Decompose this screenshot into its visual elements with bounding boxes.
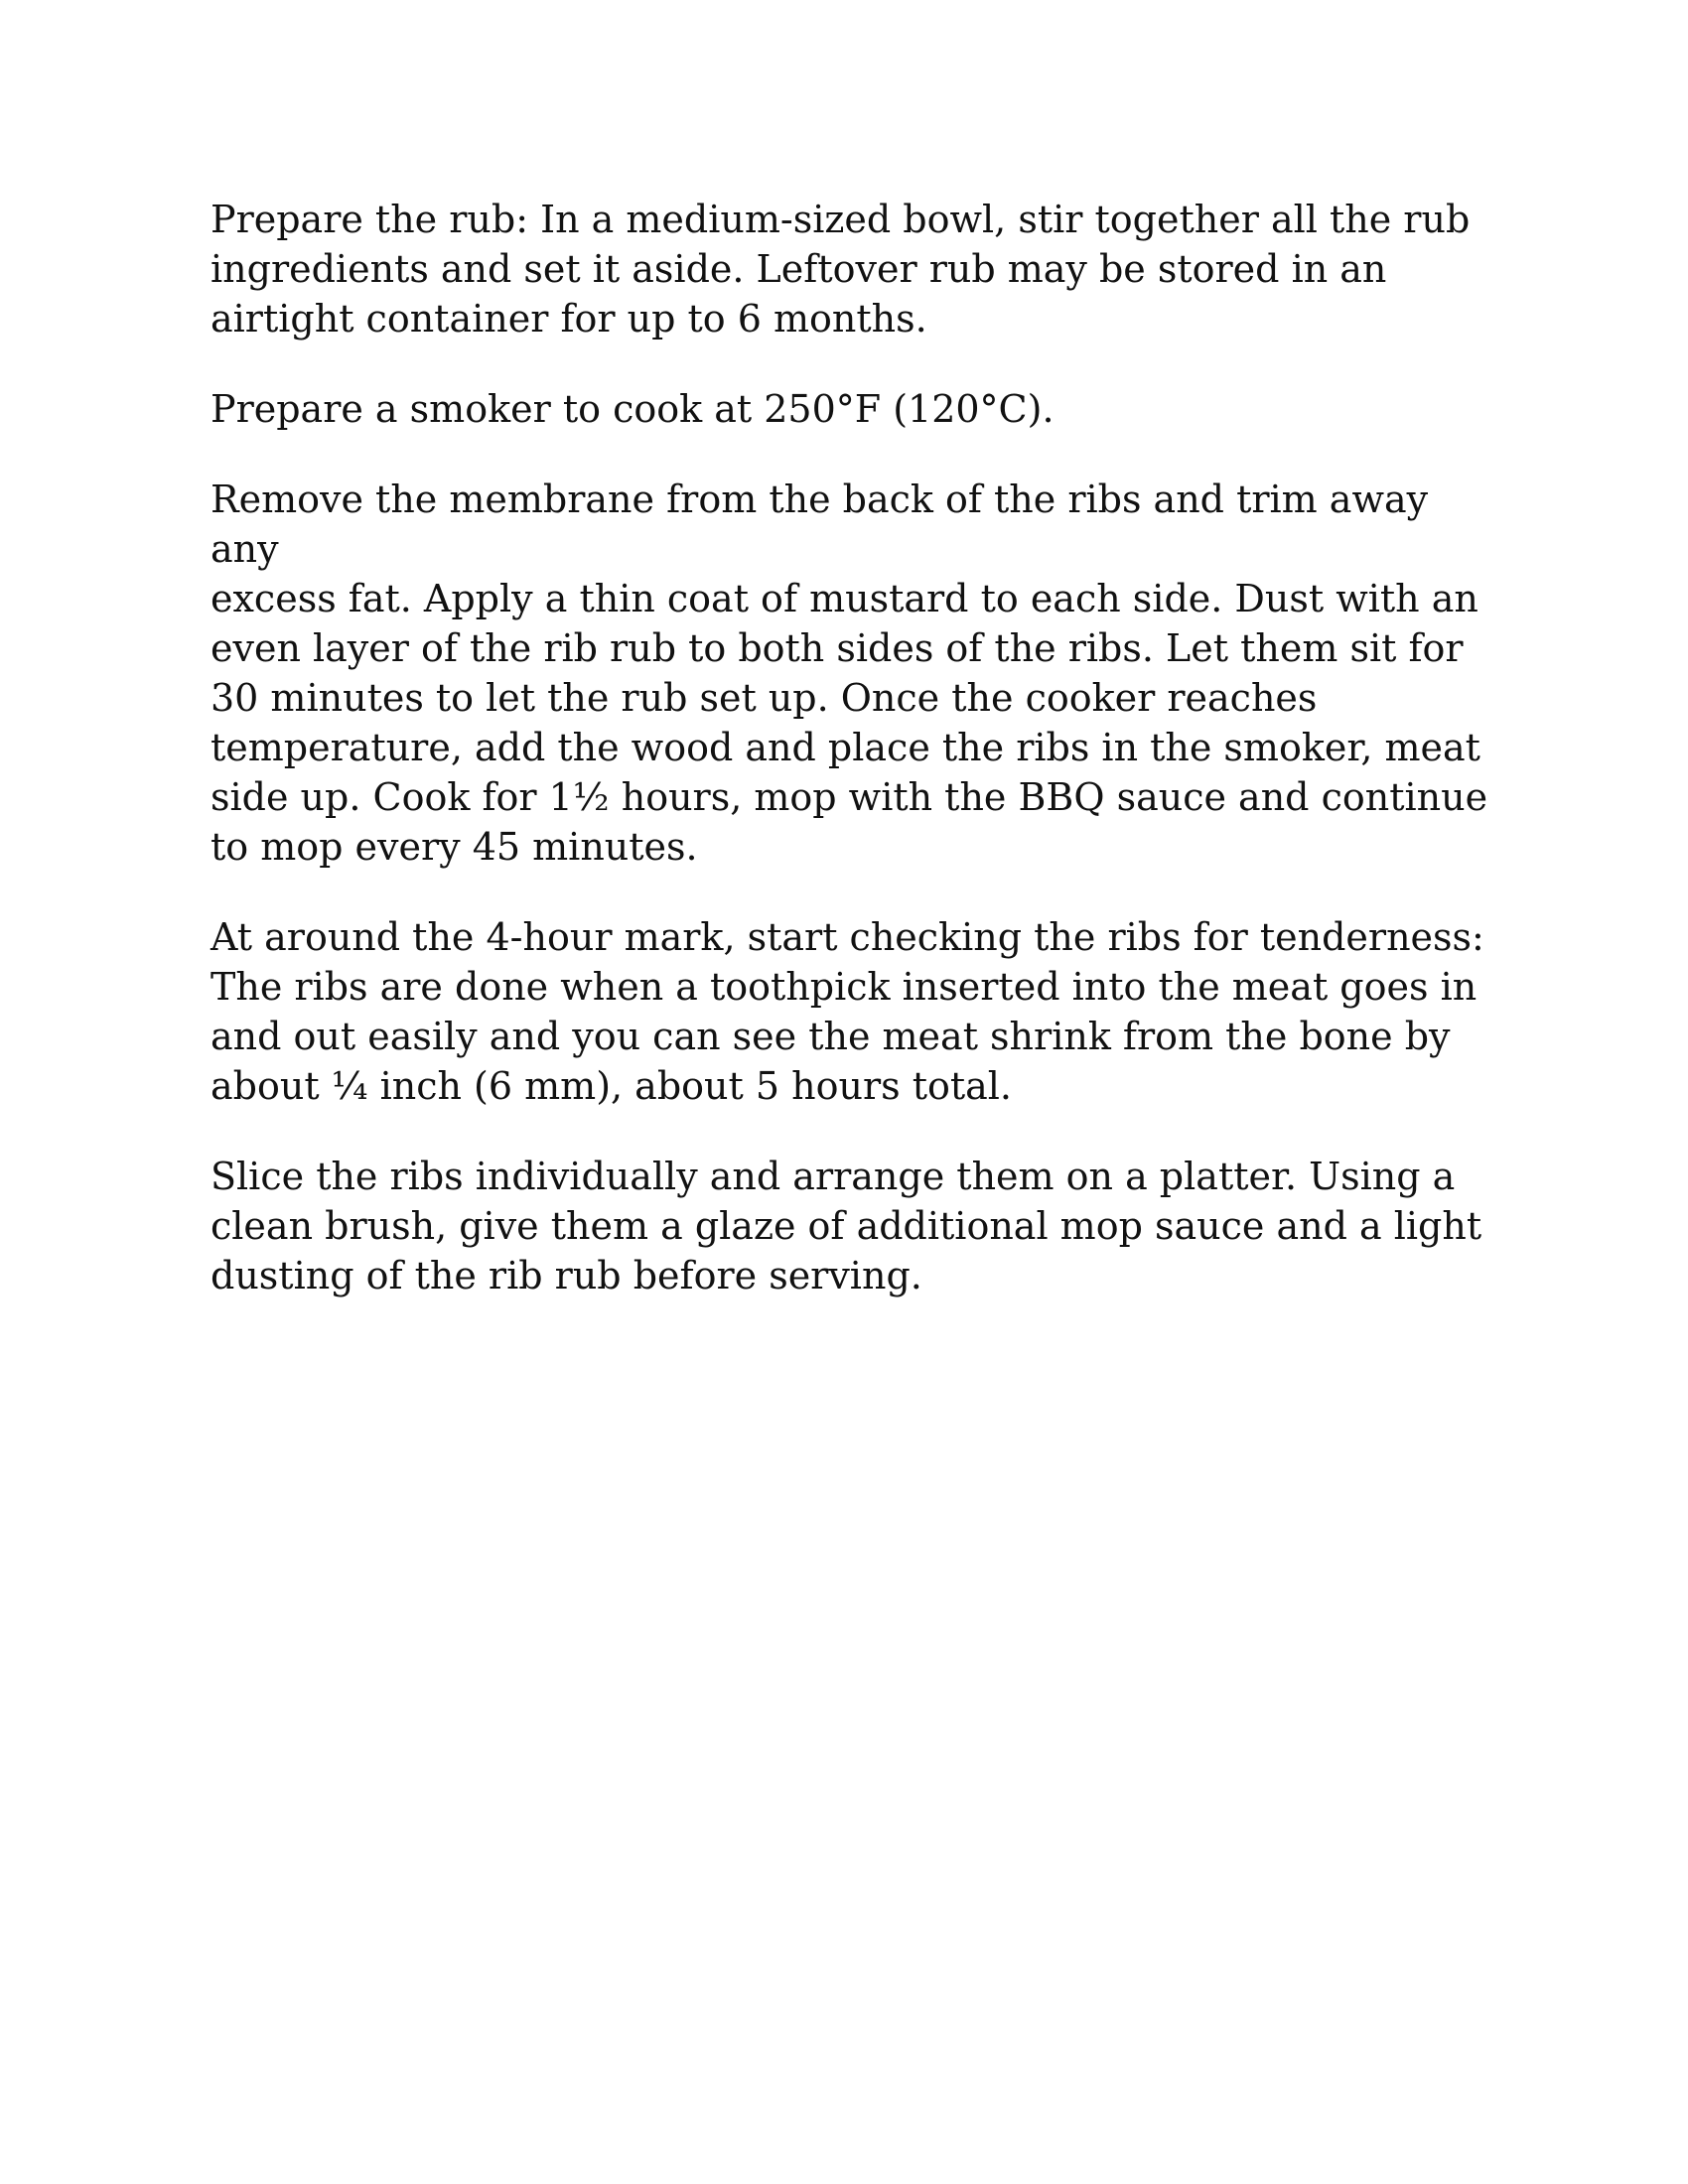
paragraph-prepare-ribs: Remove the membrane from the back of the ribs and trim away any excess fat. Apply a thin coat of mustard to each side. Dust with an even layer of the rib rub to both sides of the ribs. Let them sit for 30 minutes to let the rub set up. Once the cooker reaches temperature, add the wood and place the ribs in the smoker, meat side up. Cook for 1½ hours, mop with the BBQ sauce and continue to mop every 45 minutes. bbox=[211, 478, 1488, 869]
recipe-instructions bbox=[211, 195, 1491, 1341]
paragraph-prepare-smoker: Prepare a smoker to cook at 250°F (120°C). bbox=[211, 387, 1055, 431]
paragraph-serve: Slice the ribs individually and arrange them on a platter. Using a clean brush, give them a glaze of additional mop sauce and a light dusting of the rib rub before serving. bbox=[211, 1155, 1482, 1297]
paragraph-prepare-rub: Prepare the rub: In a medium-sized bowl, stir together all the rub ingredients and set it aside. Leftover rub may be stored in an airtight container for up to 6 months. bbox=[211, 198, 1471, 341]
paragraph-check-tenderness: At around the 4-hour mark, start checking the ribs for tenderness: The ribs are done when a toothpick inserted into the meat goes in and out easily and you can see the meat shrink from the bone by about ¼ inch (6 mm), about 5 hours total. bbox=[211, 915, 1484, 1108]
